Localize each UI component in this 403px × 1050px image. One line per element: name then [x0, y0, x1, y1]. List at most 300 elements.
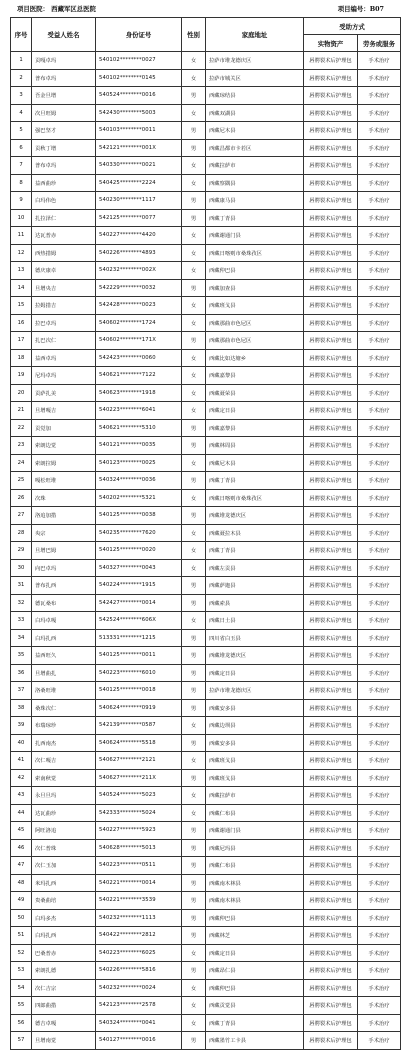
- cell-service: 手术治疗: [358, 769, 401, 787]
- table-row: [11, 874, 401, 892]
- cell-name: 次仁玉加: [32, 857, 96, 875]
- col-seq: 序号: [11, 18, 32, 52]
- cell-name: 索南秋觉: [32, 769, 96, 787]
- cell-material: 唇腭裂术后护理包: [304, 227, 358, 245]
- cell-material: 唇腭裂术后护理包: [304, 524, 358, 542]
- cell-gender: 女: [182, 262, 206, 280]
- table-row: [11, 139, 401, 157]
- cell-service: 手术治疗: [358, 244, 401, 262]
- cell-seq: 57: [11, 1032, 32, 1050]
- cell-id: 540123********0025: [96, 454, 182, 472]
- cell-id: 540602********171X: [96, 332, 182, 350]
- cell-gender: 女: [182, 997, 206, 1015]
- cell-id: 540125********0018: [96, 682, 182, 700]
- cell-seq: 19: [11, 367, 32, 385]
- cell-seq: 25: [11, 472, 32, 490]
- cell-id: 540324********0036: [96, 472, 182, 490]
- cell-id: 540226********4893: [96, 244, 182, 262]
- cell-seq: 5: [11, 122, 32, 140]
- cell-gender: 男: [182, 734, 206, 752]
- col-name: 受益人姓名: [32, 18, 96, 52]
- cell-material: 唇腭裂术后护理包: [304, 699, 358, 717]
- cell-gender: 女: [182, 944, 206, 962]
- cell-id: 540621********7122: [96, 367, 182, 385]
- cell-id: 540103********0011: [96, 122, 182, 140]
- cell-service: 手术治疗: [358, 384, 401, 402]
- cell-id: 540422********2812: [96, 927, 182, 945]
- cell-gender: 女: [182, 1014, 206, 1032]
- cell-address: 西藏嘉黎县: [206, 367, 304, 385]
- cell-gender: 男: [182, 332, 206, 350]
- table-row: [11, 927, 401, 945]
- cell-address: 西藏谢通门县: [206, 822, 304, 840]
- cell-address: 四川省白玉县: [206, 629, 304, 647]
- cell-seq: 32: [11, 594, 32, 612]
- table-row: [11, 297, 401, 315]
- cell-id: 540627********2121: [96, 752, 182, 770]
- cell-name: 普布扎西: [32, 577, 96, 595]
- cell-seq: 44: [11, 804, 32, 822]
- cell-address: 西藏安多县: [206, 699, 304, 717]
- table-row: [11, 472, 401, 490]
- cell-service: 手术治疗: [358, 752, 401, 770]
- table-row: [11, 227, 401, 245]
- cell-service: 手术治疗: [358, 489, 401, 507]
- cell-material: 唇腭裂术后护理包: [304, 822, 358, 840]
- table-row: [11, 892, 401, 910]
- table-row: [11, 682, 401, 700]
- cell-id: 542229********0032: [96, 279, 182, 297]
- cell-id: 540125********0038: [96, 507, 182, 525]
- cell-gender: 男: [182, 664, 206, 682]
- cell-material: 唇腭裂术后护理包: [304, 1032, 358, 1050]
- cell-material: 唇腭裂术后护理包: [304, 927, 358, 945]
- cell-seq: 33: [11, 612, 32, 630]
- col-id: 身份证号: [96, 18, 182, 52]
- cell-address: 西藏班戈县: [206, 769, 304, 787]
- cell-name: 次仁吉宗: [32, 979, 96, 997]
- cell-address: 西藏昂仁县: [206, 962, 304, 980]
- cell-seq: 18: [11, 349, 32, 367]
- cell-address: 西藏仁布县: [206, 804, 304, 822]
- cell-id: 540624********0919: [96, 699, 182, 717]
- cell-gender: 男: [182, 192, 206, 210]
- cell-service: 手术治疗: [358, 437, 401, 455]
- cell-name: 阿旺洛追: [32, 822, 96, 840]
- table-row: [11, 559, 401, 577]
- cell-material: 唇腭裂术后护理包: [304, 682, 358, 700]
- cell-service: 手术治疗: [358, 944, 401, 962]
- cell-gender: 男: [182, 769, 206, 787]
- cell-address: 西藏贡觉县: [206, 997, 304, 1015]
- table-row: [11, 122, 401, 140]
- table-row: [11, 104, 401, 122]
- cell-service: 手术治疗: [358, 349, 401, 367]
- cell-gender: 女: [182, 804, 206, 822]
- cell-seq: 9: [11, 192, 32, 210]
- cell-name: 索朗拉姆: [32, 454, 96, 472]
- cell-address: 西藏班戈县: [206, 752, 304, 770]
- cell-material: 唇腭裂术后护理包: [304, 979, 358, 997]
- cell-id: 540221********0014: [96, 874, 182, 892]
- cell-seq: 35: [11, 647, 32, 665]
- cell-material: 唇腭裂术后护理包: [304, 157, 358, 175]
- cell-address: 西藏林芝: [206, 927, 304, 945]
- cell-name: 贵桑曲培: [32, 892, 96, 910]
- cell-material: 唇腭裂术后护理包: [304, 769, 358, 787]
- cell-name: 次仁普珠: [32, 839, 96, 857]
- cell-gender: 男: [182, 822, 206, 840]
- cell-name: 旦增南觉: [32, 1032, 96, 1050]
- cell-id: 540425********2224: [96, 174, 182, 192]
- cell-seq: 31: [11, 577, 32, 595]
- cell-name: 桑珠次仁: [32, 699, 96, 717]
- cell-service: 手术治疗: [358, 682, 401, 700]
- cell-address: 西藏嘉黎县: [206, 419, 304, 437]
- cell-service: 手术治疗: [358, 927, 401, 945]
- cell-seq: 6: [11, 139, 32, 157]
- cell-seq: 41: [11, 752, 32, 770]
- cell-address: 拉萨市堆龙德庆区: [206, 52, 304, 70]
- cell-service: 手术治疗: [358, 174, 401, 192]
- cell-seq: 12: [11, 244, 32, 262]
- cell-name: 西热措姆: [32, 244, 96, 262]
- cell-id: 542427********0014: [96, 594, 182, 612]
- cell-material: 唇腭裂术后护理包: [304, 839, 358, 857]
- cell-service: 手术治疗: [358, 734, 401, 752]
- cell-service: 手术治疗: [358, 664, 401, 682]
- cell-service: 手术治疗: [358, 839, 401, 857]
- cell-material: 唇腭裂术后护理包: [304, 174, 358, 192]
- cell-id: 540330********0021: [96, 157, 182, 175]
- cell-service: 手术治疗: [358, 507, 401, 525]
- cell-service: 手术治疗: [358, 314, 401, 332]
- cell-gender: 男: [182, 874, 206, 892]
- cell-address: 西藏昌都市卡若区: [206, 139, 304, 157]
- cell-address: 西藏堆龙德庆区: [206, 507, 304, 525]
- cell-name: 益西旺久: [32, 647, 96, 665]
- cell-gender: 男: [182, 472, 206, 490]
- cell-name: 永旦旦玛: [32, 787, 96, 805]
- table-row: [11, 594, 401, 612]
- cell-name: 德庆康卓: [32, 262, 96, 280]
- cell-material: 唇腭裂术后护理包: [304, 804, 358, 822]
- cell-id: 540125********0020: [96, 542, 182, 560]
- cell-material: 唇腭裂术后护理包: [304, 874, 358, 892]
- cell-material: 唇腭裂术后护理包: [304, 857, 358, 875]
- cell-name: 白玛扎西: [32, 629, 96, 647]
- cell-service: 手术治疗: [358, 822, 401, 840]
- cell-gender: 男: [182, 892, 206, 910]
- cell-service: 手术治疗: [358, 332, 401, 350]
- cell-material: 唇腭裂术后护理包: [304, 664, 358, 682]
- table-row: [11, 192, 401, 210]
- table-row: [11, 734, 401, 752]
- cell-id: 540232********002X: [96, 262, 182, 280]
- cell-id: 542139********0587: [96, 717, 182, 735]
- cell-seq: 50: [11, 909, 32, 927]
- cell-gender: 男: [182, 594, 206, 612]
- cell-seq: 1: [11, 52, 32, 70]
- cell-address: 西藏察隅县: [206, 174, 304, 192]
- cell-gender: 男: [182, 87, 206, 105]
- cell-seq: 16: [11, 314, 32, 332]
- cell-seq: 37: [11, 682, 32, 700]
- cell-service: 手术治疗: [358, 1032, 401, 1050]
- cell-gender: 男: [182, 209, 206, 227]
- cell-service: 手术治疗: [358, 454, 401, 472]
- cell-material: 唇腭裂术后护理包: [304, 104, 358, 122]
- cell-name: 贡嘎卓玛: [32, 52, 96, 70]
- cell-seq: 54: [11, 979, 32, 997]
- table-row: [11, 384, 401, 402]
- cell-id: 513331********1215: [96, 629, 182, 647]
- cell-gender: 男: [182, 647, 206, 665]
- table-row: [11, 997, 401, 1015]
- table-row: [11, 349, 401, 367]
- cell-gender: 男: [182, 1032, 206, 1050]
- cell-material: 唇腭裂术后护理包: [304, 944, 358, 962]
- table-row: [11, 402, 401, 420]
- cell-gender: 女: [182, 979, 206, 997]
- cell-id: 540327********0043: [96, 559, 182, 577]
- cell-material: 唇腭裂术后护理包: [304, 594, 358, 612]
- cell-seq: 40: [11, 734, 32, 752]
- table-row: [11, 1032, 401, 1050]
- cell-address: 西藏安多县: [206, 734, 304, 752]
- cell-address: 西藏墨竹工卡县: [206, 1032, 304, 1050]
- cell-name: 旦增嘎吉: [32, 402, 96, 420]
- cell-id: 540624********5518: [96, 734, 182, 752]
- cell-service: 手术治疗: [358, 104, 401, 122]
- cell-service: 手术治疗: [358, 297, 401, 315]
- cell-material: 唇腭裂术后护理包: [304, 139, 358, 157]
- cell-id: 542333********5024: [96, 804, 182, 822]
- cell-address: 西藏丁青县: [206, 472, 304, 490]
- cell-name: 洛桑旺堆: [32, 682, 96, 700]
- cell-seq: 2: [11, 69, 32, 87]
- cell-gender: 女: [182, 227, 206, 245]
- table-row: [11, 489, 401, 507]
- cell-seq: 49: [11, 892, 32, 910]
- cell-address: 西藏南木林县: [206, 874, 304, 892]
- cell-service: 手术治疗: [358, 87, 401, 105]
- cell-material: 唇腭裂术后护理包: [304, 437, 358, 455]
- cell-service: 手术治疗: [358, 787, 401, 805]
- cell-material: 唇腭裂术后护理包: [304, 297, 358, 315]
- table-row: [11, 962, 401, 980]
- cell-gender: 女: [182, 752, 206, 770]
- cell-material: 唇腭裂术后护理包: [304, 542, 358, 560]
- cell-material: 唇腭裂术后护理包: [304, 612, 358, 630]
- cell-seq: 56: [11, 1014, 32, 1032]
- table-row: [11, 909, 401, 927]
- cell-material: 唇腭裂术后护理包: [304, 997, 358, 1015]
- cell-name: 索朗扎德: [32, 962, 96, 980]
- cell-name: 央宗: [32, 524, 96, 542]
- cell-seq: 15: [11, 297, 32, 315]
- cell-address: 西藏丁青县: [206, 542, 304, 560]
- col-aid: 受助方式: [304, 18, 401, 35]
- cell-name: 旦增曲扎: [32, 664, 96, 682]
- cell-name: 贡秋丁增: [32, 139, 96, 157]
- cell-address: 西藏日喀则市桑珠孜区: [206, 489, 304, 507]
- cell-seq: 47: [11, 857, 32, 875]
- cell-name: 次旦旺姆: [32, 104, 96, 122]
- cell-service: 手术治疗: [358, 577, 401, 595]
- cell-service: 手术治疗: [358, 402, 401, 420]
- cell-name: 拉巴卓玛: [32, 314, 96, 332]
- cell-name: 索朗边觉: [32, 437, 96, 455]
- cell-service: 手术治疗: [358, 157, 401, 175]
- table-row: [11, 612, 401, 630]
- cell-name: 嘎松旺堆: [32, 472, 96, 490]
- cell-material: 唇腭裂术后护理包: [304, 577, 358, 595]
- cell-seq: 53: [11, 962, 32, 980]
- cell-id: 540127********0016: [96, 1032, 182, 1050]
- cell-gender: 女: [182, 349, 206, 367]
- beneficiary-table: [10, 17, 401, 1050]
- cell-address: 西藏边坝县: [206, 717, 304, 735]
- cell-name: 米玛扎西: [32, 874, 96, 892]
- cell-material: 唇腭裂术后护理包: [304, 472, 358, 490]
- cell-id: 540602********1724: [96, 314, 182, 332]
- col-service: 劳务或服务: [358, 35, 401, 52]
- cell-address: 西藏仁布县: [206, 857, 304, 875]
- cell-seq: 14: [11, 279, 32, 297]
- cell-name: 德瓦桑布: [32, 594, 96, 612]
- cell-address: 西藏定日县: [206, 402, 304, 420]
- cell-seq: 21: [11, 402, 32, 420]
- cell-material: 唇腭裂术后护理包: [304, 892, 358, 910]
- cell-address: 西藏加查县: [206, 279, 304, 297]
- cell-gender: 女: [182, 52, 206, 70]
- table-row: [11, 262, 401, 280]
- cell-service: 手术治疗: [358, 612, 401, 630]
- cell-address: 西藏比如达塘乡: [206, 349, 304, 367]
- table-row: [11, 507, 401, 525]
- cell-seq: 4: [11, 104, 32, 122]
- cell-service: 手术治疗: [358, 279, 401, 297]
- cell-address: 西藏日土县: [206, 612, 304, 630]
- cell-id: 542423********0060: [96, 349, 182, 367]
- table-row: [11, 979, 401, 997]
- table-row: [11, 454, 401, 472]
- cell-seq: 51: [11, 927, 32, 945]
- cell-material: 唇腭裂术后护理包: [304, 279, 358, 297]
- cell-address: 西藏尼玛县: [206, 839, 304, 857]
- cell-gender: 女: [182, 314, 206, 332]
- cell-gender: 男: [182, 682, 206, 700]
- table-row: [11, 314, 401, 332]
- col-address: 家庭地址: [206, 18, 304, 52]
- cell-gender: 男: [182, 577, 206, 595]
- cell-id: 540224********1915: [96, 577, 182, 595]
- cell-service: 手术治疗: [358, 192, 401, 210]
- table-row: [11, 717, 401, 735]
- table-row: [11, 524, 401, 542]
- cell-gender: 女: [182, 244, 206, 262]
- table-row: [11, 244, 401, 262]
- cell-name: 拉姆措吉: [32, 297, 96, 315]
- cell-address: 西藏仲巴县: [206, 909, 304, 927]
- cell-address: 西藏聂荣县: [206, 384, 304, 402]
- cell-id: 540524********5023: [96, 787, 182, 805]
- cell-service: 手术治疗: [358, 542, 401, 560]
- cell-name: 强巴坚才: [32, 122, 96, 140]
- cell-material: 唇腭裂术后护理包: [304, 209, 358, 227]
- cell-service: 手术治疗: [358, 367, 401, 385]
- cell-gender: 女: [182, 157, 206, 175]
- cell-service: 手术治疗: [358, 209, 401, 227]
- cell-id: 542428********0023: [96, 297, 182, 315]
- cell-service: 手术治疗: [358, 629, 401, 647]
- document-header: [0, 0, 403, 16]
- cell-seq: 52: [11, 944, 32, 962]
- cell-material: 唇腭裂术后护理包: [304, 419, 358, 437]
- cell-service: 手术治疗: [358, 139, 401, 157]
- cell-service: 手术治疗: [358, 227, 401, 245]
- cell-seq: 27: [11, 507, 32, 525]
- cell-address: 西藏尼木县: [206, 122, 304, 140]
- cell-service: 手术治疗: [358, 804, 401, 822]
- cell-gender: 男: [182, 699, 206, 717]
- cell-seq: 10: [11, 209, 32, 227]
- cell-id: 540202********5321: [96, 489, 182, 507]
- cell-seq: 22: [11, 419, 32, 437]
- cell-name: 扎拉泽仁: [32, 209, 96, 227]
- cell-material: 唇腭裂术后护理包: [304, 629, 358, 647]
- cell-service: 手术治疗: [358, 997, 401, 1015]
- table-row: [11, 157, 401, 175]
- cell-gender: 男: [182, 839, 206, 857]
- table-row: [11, 699, 401, 717]
- cell-name: 吾金旦增: [32, 87, 96, 105]
- table-row: [11, 419, 401, 437]
- cell-address: 西藏谢通门县: [206, 227, 304, 245]
- cell-name: 达瓦曲珍: [32, 804, 96, 822]
- cell-gender: 女: [182, 542, 206, 560]
- cell-id: 540223********6025: [96, 944, 182, 962]
- cell-id: 540524********0016: [96, 87, 182, 105]
- cell-seq: 24: [11, 454, 32, 472]
- cell-address: 西藏尼木县: [206, 454, 304, 472]
- cell-id: 542125********0077: [96, 209, 182, 227]
- cell-material: 唇腭裂术后护理包: [304, 349, 358, 367]
- table-header: [11, 18, 401, 52]
- table-body: [11, 52, 401, 1050]
- cell-material: 唇腭裂术后护理包: [304, 734, 358, 752]
- cell-name: 益西卓玛: [32, 349, 96, 367]
- cell-service: 手术治疗: [358, 122, 401, 140]
- cell-gender: 女: [182, 69, 206, 87]
- cell-id: 540232********0024: [96, 979, 182, 997]
- cell-gender: 女: [182, 489, 206, 507]
- cell-gender: 女: [182, 367, 206, 385]
- cell-seq: 39: [11, 717, 32, 735]
- table-row: [11, 664, 401, 682]
- cell-service: 手术治疗: [358, 857, 401, 875]
- cell-id: 540223********0511: [96, 857, 182, 875]
- cell-seq: 43: [11, 787, 32, 805]
- cell-address: 西藏南木林县: [206, 892, 304, 910]
- cell-seq: 30: [11, 559, 32, 577]
- cell-material: 唇腭裂术后护理包: [304, 262, 358, 280]
- cell-id: 542121********001X: [96, 139, 182, 157]
- project-number: 项目编号：B07: [337, 5, 384, 13]
- cell-seq: 7: [11, 157, 32, 175]
- cell-gender: 男: [182, 629, 206, 647]
